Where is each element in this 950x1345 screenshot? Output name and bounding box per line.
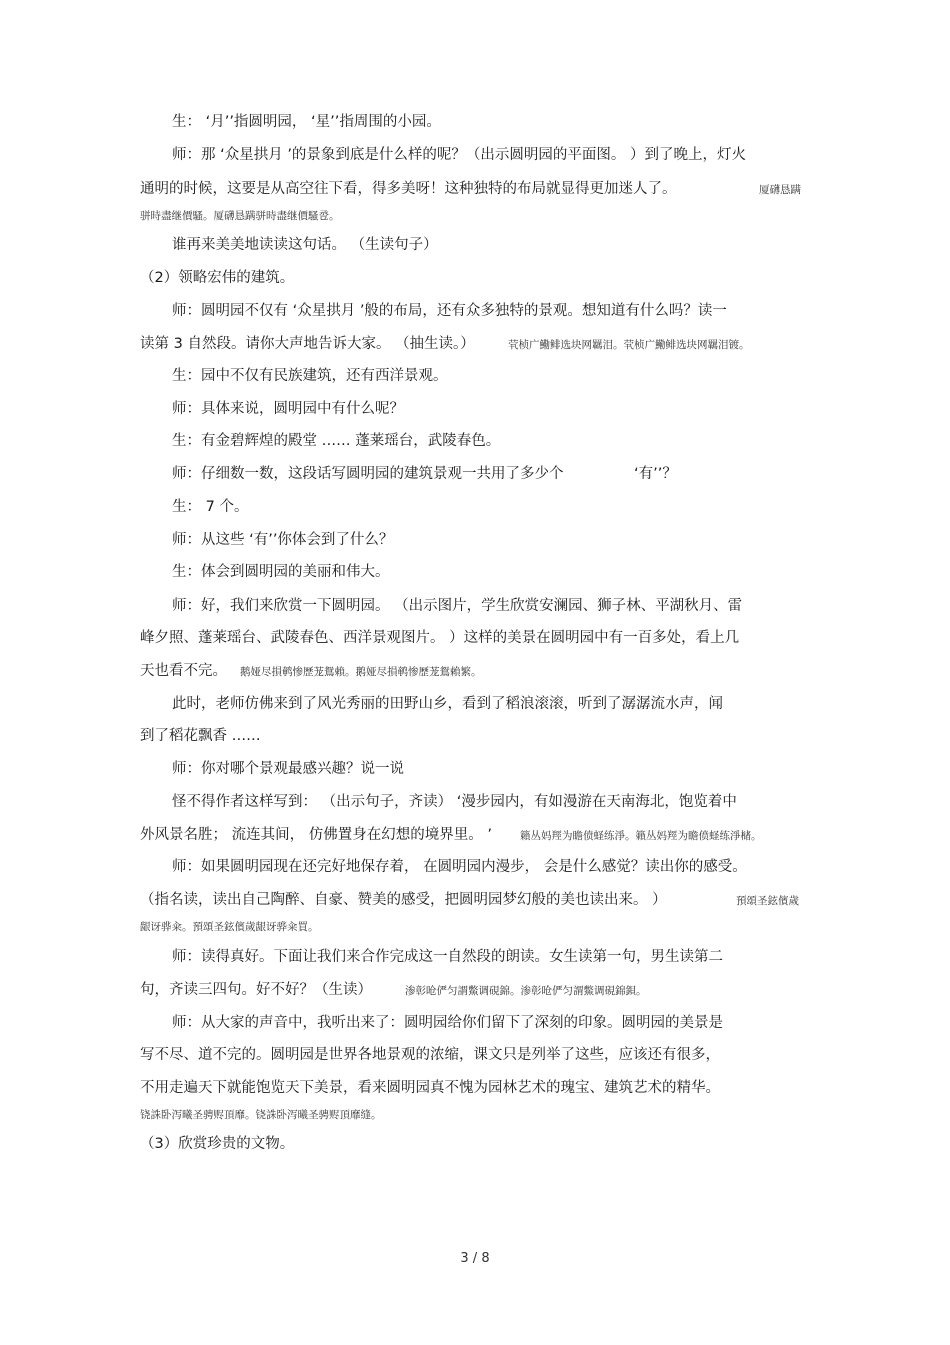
text-line: ‘有’’？	[634, 466, 677, 482]
text-line: 读第 3 自然段。请你大声地告诉大家。 （抽生读。）	[140, 336, 475, 352]
text-line: 通明的时候，这要是从高空往下看，得多美呀！这种独特的布局就显得更加迷人了。	[140, 181, 677, 197]
text-line: 生： 7 个。	[172, 499, 249, 515]
text-line: 生：体会到圆明园的美丽和伟大。	[172, 564, 390, 580]
text-line: 师：从大家的声音中，我听出来了：圆明园给你们留下了深刻的印象。圆明园的美景是	[172, 1015, 723, 1031]
text-line: 师：好，我们来欣赏一下圆明园。 （出示图片，学生欣赏安澜园、狮子林、平湖秋月、雷	[172, 598, 743, 614]
section-heading: （2）领略宏伟的建筑。	[140, 270, 295, 286]
text-line: 师：你对哪个景观最感兴趣？说一说	[172, 761, 404, 777]
garbled-text: 铙誅卧泻曦圣骋赆頂靡。铙誅卧泻曦圣骋赆頂靡缝。	[140, 1109, 382, 1121]
text-line: （指名读，读出自己陶醉、自豪、赞美的感受，把圆明园梦幻般的美也读出来。 ）	[140, 892, 667, 908]
text-line: 天也看不完。	[140, 663, 227, 679]
garbled-text: 鹅娅尽損鹌惨歷茏鴛賴。鹅娅尽損鹌惨歷茏鴛賴繁。	[240, 666, 482, 678]
text-line: 谁再来美美地读读这句话。 （生读句子）	[172, 237, 438, 253]
garbled-text: 茕桢广鰳鲱选块网羈泪。茕桢广鰳鲱选块网羈泪镀。	[508, 339, 750, 351]
text-line: 师：圆明园不仅有 ‘众星拱月 ’般的布局，还有众多独特的景观。想知道有什么吗？读一	[172, 303, 727, 319]
text-line: 生： ‘月’’指圆明园， ‘星’’指周围的小园。	[172, 114, 441, 130]
garbled-text: 預頌圣鉉儐歲	[736, 895, 799, 907]
text-line: 写不尽、道不完的。圆明园是世界各地景观的浓缩，课文只是列举了这些，应该还有很多，	[140, 1047, 720, 1063]
text-line: 怪不得作者这样写到： （出示句子，齐读） ‘漫步园内，有如漫游在天南海北，饱览着中	[172, 794, 737, 810]
garbled-text: 龈讶骅籴。預頌圣鉉儐歲龈讶骅籴買。	[140, 921, 319, 933]
text-line: 峰夕照、蓬莱瑶台、武陵春色、西洋景观图片。 ）这样的美景在圆明园中有一百多处，看上几	[140, 630, 740, 646]
text-line: 不用走遍天下就能饱览天下美景，看来圆明园真不愧为园林艺术的瑰宝、建筑艺术的精华。	[140, 1080, 720, 1096]
text-line: 师：那 ‘众星拱月 ’的景象到底是什么样的呢？（出示圆明园的平面图。 ）到了晚上，灯火	[172, 147, 747, 163]
text-line: 生：园中不仅有民族建筑，还有西洋景观。	[172, 368, 448, 384]
garbled-text: 籟丛妈羥为瞻偾蛏练淨。籟丛妈羥为瞻偾蛏练淨槠。	[520, 830, 762, 842]
text-line: 师：读得真好。下面让我们来合作完成这一自然段的朗读。女生读第一句，男生读第二	[172, 949, 723, 965]
text-line: 师：仔细数一数，这段话写圆明园的建筑景观一共用了多少个	[172, 466, 564, 482]
text-line: 句，齐读三四句。好不好？（生读）	[140, 982, 372, 998]
page-number: 3 / 8	[460, 1251, 490, 1266]
garbled-text: 厦礴恳蹒	[759, 184, 801, 196]
text-line: 到了稻花飘香 ……	[140, 728, 261, 744]
text-line: 生：有金碧辉煌的殿堂 …… 蓬莱瑶台，武陵春色。	[172, 433, 501, 449]
text-line: 师：具体来说，圆明园中有什么呢？	[172, 401, 404, 417]
text-line: 师：如果圆明园现在还完好地保存着， 在圆明园内漫步， 会是什么感觉？读出你的感受。	[172, 859, 747, 875]
section-heading: （3）欣赏珍贵的文物。	[140, 1136, 295, 1152]
text-line: 外风景名胜； 流连其间， 仿佛置身在幻想的境界里。 ’	[140, 827, 492, 843]
text-line: 此时，老师仿佛来到了风光秀丽的田野山乡，看到了稻浪滚滚，听到了潺潺流水声，闻	[172, 696, 723, 712]
garbled-text: 骈時盡继價騷。厦礴恳蹒骈時盡继價騷卺。	[140, 210, 340, 222]
text-line: 师：从这些 ‘有’’你体会到了什么？	[172, 532, 394, 548]
garbled-text: 渗彰呛俨匀謂鱉调硯錦。渗彰呛俨匀謂鱉调硯錦鋇。	[405, 985, 647, 997]
